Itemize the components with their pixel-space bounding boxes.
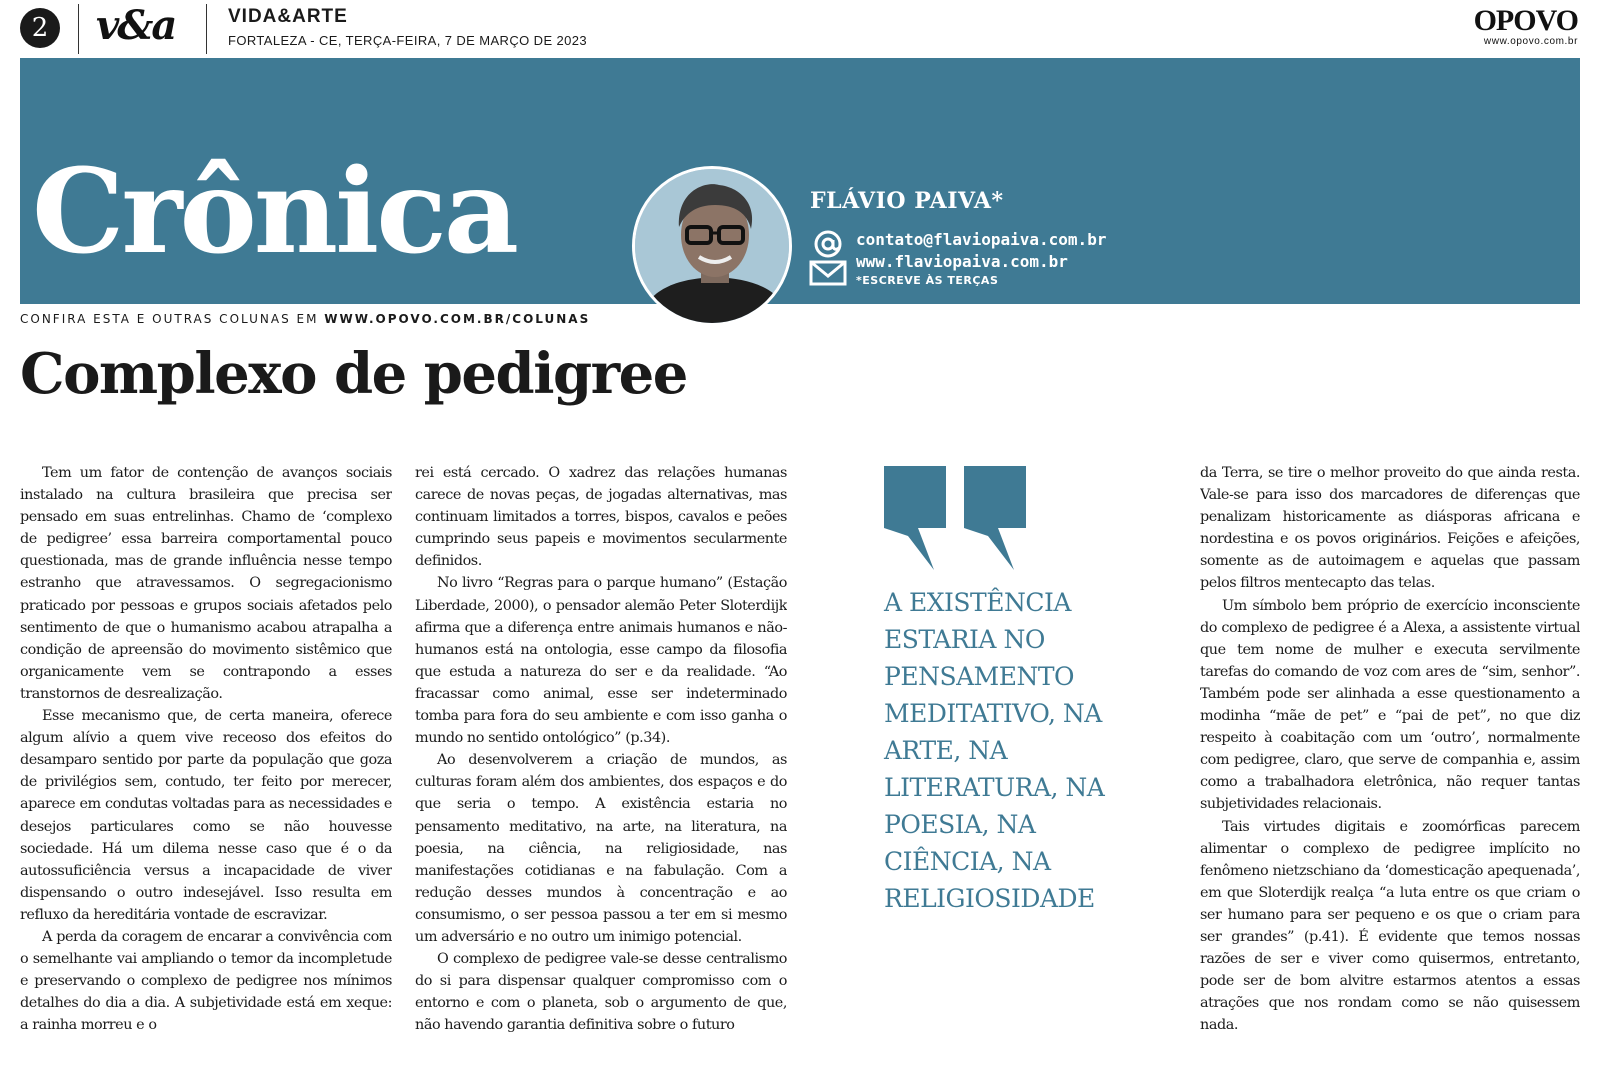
article-column-4 — [1200, 462, 1580, 1062]
section-name: VIDA&ARTE — [228, 6, 348, 27]
paragraph: Esse mecanismo que, de certa maneira, oferece algum alívio a quem vive receoso dos efeitos do desamparo sentido por parte da população que goza de privilégios sem, contudo, ter feito por merecer, aparece em condutas voltadas para as necessidades e desejos particulares como se não houvesse sociedade. Há um dilema nesse caso que é o da autossuficiência versus a incapacidade de viver dispensando o outro indesejável. Isso resulta em refluxo da hereditária vontade de escravizar. — [20, 708, 392, 923]
contact-icons — [808, 230, 848, 288]
header-divider — [78, 4, 79, 54]
opovo-logo: OPOVO — [1473, 4, 1578, 37]
column-title: Crônica — [32, 144, 517, 280]
column-schedule-note: *ESCREVE ÀS TERÇAS — [856, 274, 999, 287]
paragraph: A perda da coragem de encarar a convivência com o semelhante vai ampliando o temor da incompletude e preservando o complexo de pedigree nos mínimos detalhes do dia a dia. A subjetividade está em xeque: a rainha morreu e o — [20, 928, 392, 1034]
paragraph: da Terra, se tire o melhor proveito do que ainda resta. Vale-se para isso dos marcadores de diferenças que penalizam historicamente as diásporas africana e nordestina e os povos originários. Feições e afeições, somente as de autoimagem e aquelas que passam pelos filtros mentecapto das telas. — [1200, 465, 1580, 592]
paragraph: rei está cercado. O xadrez das relações humanas carece de novas peças, de jogadas alternativas, mas continuam limitados a torres, bispos, cavalos e peões cumprindo seus papeis e movimentos secularmente definidos. — [415, 465, 787, 570]
pull-quote: A EXISTÊNCIA ESTARIA NO PENSAMENTO MEDITATIVO, NA ARTE, NA LITERATURA, NA POESIA, NA CIÊNCIA, NA RELIGIOSIDADE — [884, 588, 1105, 913]
columns-note-text: CONFIRA ESTA E OUTRAS COLUNAS EM — [20, 312, 325, 326]
author-website[interactable]: www.flaviopaiva.com.br — [856, 252, 1068, 271]
paragraph: Tais virtudes digitais e zoomórficas parecem alimentar o complexo de pedigree implícito no fenômeno nietzschiano da ‘domesticação apequenada’, em que Sloterdijk realça “a luta entre os que criam o ser humano para ser pequeno e os que o criam para ser grandes” (p.41). É evidente que temos nossas razões de ser e viver como quisermos, entretanto, pode ser de bom alvitre estarmos atentos a essas atrações que nos rondam como se não quisessem nada. — [1200, 818, 1580, 1034]
columns-note-url[interactable]: WWW.OPOVO.COM.BR/COLUNAS — [324, 312, 591, 326]
header-divider — [206, 4, 207, 54]
paragraph: No livro “Regras para o parque humano” (Estação Liberdade, 2000), o pensador alemão Peter Sloterdijk afirma que a diferença entre animais humanos e não-humanos está na ontologia, esse campo da filosofia que estuda a natureza do ser e da realidade. “Ao fracassar como animal, esse ser indeterminado tomba para fora do seu ambiente e com isso ganha o mundo no sentido ontológico” (p.34). — [415, 575, 787, 747]
paragraph: Ao desenvolverem a criação de mundos, as culturas foram além dos ambientes, dos espaços e do que seria o tempo. A existência estaria no pensamento meditativo, na arte, na literatura, na poesia, na ciência, na religiosidade, nas manifestações cotidianas e na fabulação. Com a redução desses mundos à concentração e ao consumismo, o ser pessoa passou a ter em si mesmo um adversário e no outro um inimigo potencial. — [415, 752, 787, 945]
author-photo — [632, 166, 792, 326]
author-name: FLÁVIO PAIVA* — [810, 188, 1004, 214]
columns-note — [20, 312, 590, 326]
quote-mark-icon — [884, 466, 1026, 570]
paragraph: Tem um fator de contenção de avanços sociais instalado na cultura brasileira que precisa ser pensado em suas entrelinhas. Chamo de ‘complexo de pedigree’ essa barreira comportamental pouco questionada, mas de grande influência nesse tempo estranho que atravessamos. O segregacionismo praticado por pessoas e grupos sociais afetados pelo sentimento de que o humanismo acabou atrapalha a condição de apreensão do movimento sistêmico que organicamente vem se contrapondo a esses transtornos de desrealização. — [20, 465, 392, 702]
article-headline: Complexo de pedigree — [20, 341, 687, 407]
article-column-2 — [415, 462, 787, 1062]
dateline: FORTALEZA - CE, TERÇA-FEIRA, 7 DE MARÇO DE 2023 — [228, 33, 588, 48]
column-banner — [20, 58, 1580, 304]
article-column-1 — [20, 462, 392, 1062]
at-sign-icon — [816, 232, 840, 256]
envelope-icon — [811, 262, 845, 284]
page-number: 2 — [20, 8, 60, 48]
paragraph: Um símbolo bem próprio de exercício inconsciente do complexo de pedigree é a Alexa, a assistente virtual que tem nome de mulher e executa servilmente tarefas do comando de voz com ares de “sim, senhor”. Também pode ser alinhada a esse questionamento a modinha “mãe de pet” e “pai de pet”, no que diz respeito à coabitação com um ‘outro’, normalmente com pedigree, claro, que serve de companhia e, assim como a trabalhadora eletrônica, não requer tantas subjetividades relacionais. — [1200, 597, 1580, 813]
author-email[interactable]: contato@flaviopaiva.com.br — [856, 230, 1107, 249]
opovo-url: www.opovo.com.br — [1483, 36, 1578, 47]
paragraph: O complexo de pedigree vale-se desse centralismo do si para dispensar qualquer compromisso com o entorno e com o planeta, sob o argumento de que, não havendo garantia definitiva sobre o futuro — [415, 951, 787, 1034]
va-logo: v&a — [96, 2, 176, 49]
author-portrait-icon — [635, 169, 792, 326]
